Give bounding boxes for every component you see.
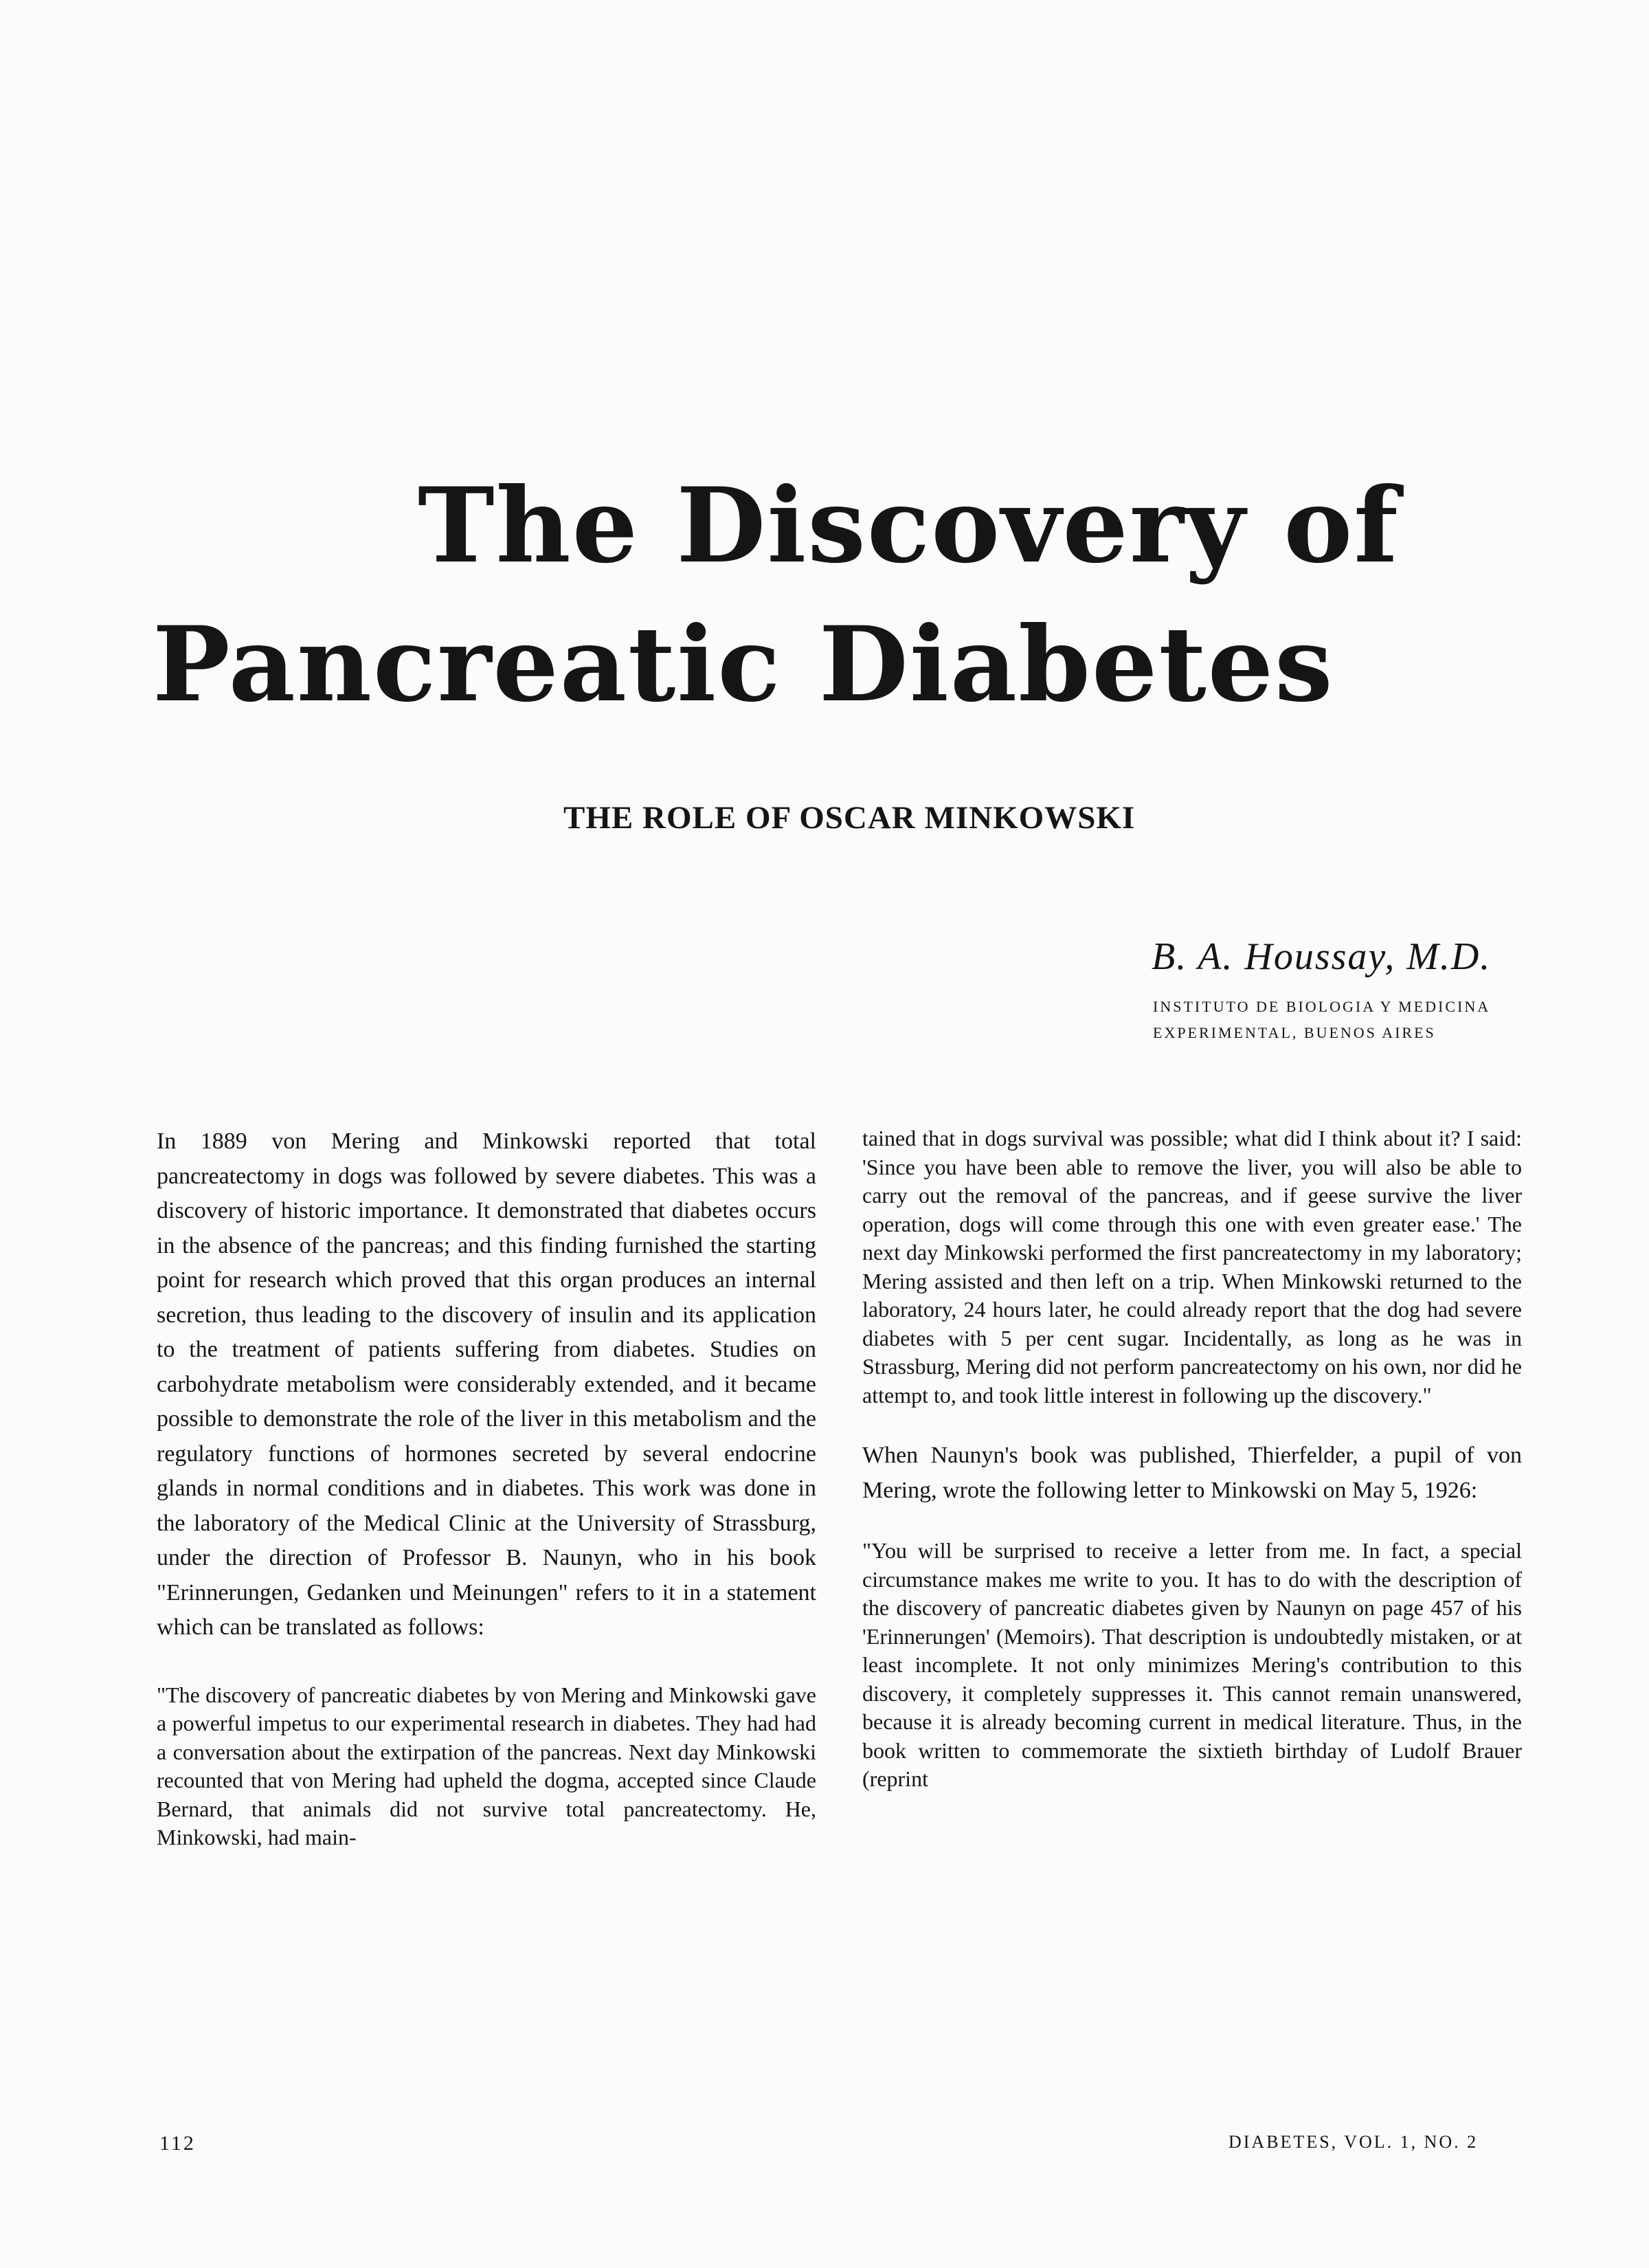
journal-footer: DIABETES, VOL. 1, NO. 2 bbox=[1229, 2132, 1479, 2152]
body-paragraph: When Naunyn's book was published, Thierfelder, a pupil of von Mering, wrote the following letter to Minkowski on May 5, 1926: bbox=[862, 1443, 1522, 1503]
article-title-line-2: Pancreatic Diabetes bbox=[153, 604, 1334, 725]
body-quote: "The discovery of pancreatic diabetes by von Mering and Minkowski gave a powerful impetus to our experimental research in diabetes. They had had a conversation about the extirpation of the pancreas. Next day Minkowski recounted that von Mering had upheld the dogma, accepted since Claude Bernard, that animals did not survive total pancreatectomy. He, Minkowski, had main- bbox=[157, 1682, 816, 1849]
right-column bbox=[862, 1124, 1522, 1794]
article-title-line-1: The Discovery of bbox=[418, 465, 1400, 586]
article-subtitle: THE ROLE OF OSCAR MINKOWSKI bbox=[563, 800, 1136, 836]
author-affiliation-line-1: INSTITUTO DE BIOLOGIA Y MEDICINA bbox=[1153, 998, 1491, 1015]
body-quote: tained that in dogs survival was possible; what did I think about it? I said: 'Since you have been able to remove the liver, you will also be able to carry out the removal of the pancreas, and if geese survive the liver operation, dogs will come through this one with even greater ease.' The next day Minkowski performed the first pancreatectomy in my laboratory; Mering assisted and then left on a trip. When Minkowski returned to the laboratory, 24 hours later, he could already report that the dog had severe diabetes with 5 per cent sugar. Incidentally, as long as he was in Strassburg, Mering did not perform pancreatectomy on his own, nor did he attempt to, and took little interest in following up the discovery." bbox=[862, 1126, 1522, 1408]
page-number: 112 bbox=[159, 2132, 196, 2155]
body-quote: "You will be surprised to receive a letter from me. In fact, a special circumstance makes me write to you. It has to do with the description of the discovery of pancreatic diabetes given by Naunyn on page 457 of his 'Erinnerungen' (Memoirs). That description is undoubtedly mistaken, or at least incomplete. It not only minimizes Mering's contribution to this discovery, it completely suppresses it. This cannot remain unanswered, because it is already becoming current in medical literature. Thus, in the book written to commemorate the sixtieth birthday of Ludolf Brauer (reprint bbox=[862, 1538, 1522, 1791]
body-paragraph: In 1889 von Mering and Minkowski reported that total pancreatectomy in dogs was followed by severe diabetes. This was a discovery of historic importance. It demonstrated that diabetes occurs in the absence of the pancreas; and this finding furnished the starting point for research which proved that this organ produces an internal secretion, thus leading to the discovery of insulin and its application to the treatment of patients suffering from diabetes. Studies on carbohydrate metabolism were considerably extended, and it became possible to demonstrate the role of the liver in this metabolism and the regulatory functions of hormones secreted by several endocrine glands in normal conditions and in diabetes. This work was done in the laboratory of the Medical Clinic at the University of Strassburg, under the direction of Professor B. Naunyn, who in his book "Erinnerungen, Gedanken und Meinungen" refers to it in a statement which can be translated as follows: bbox=[157, 1129, 816, 1640]
author-affiliation-line-2: EXPERIMENTAL, BUENOS AIRES bbox=[1153, 1024, 1436, 1041]
left-column bbox=[157, 1124, 816, 1852]
author-name: B. A. Houssay, M.D. bbox=[1152, 935, 1492, 978]
